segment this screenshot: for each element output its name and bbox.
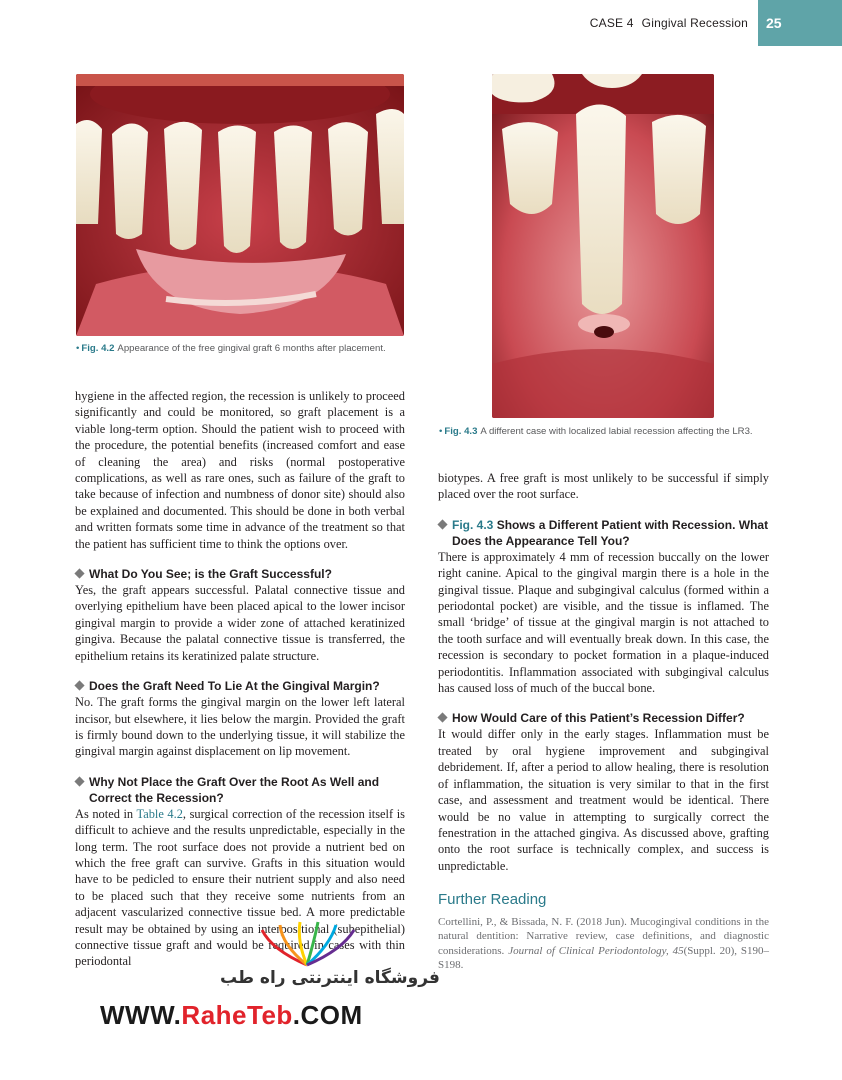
answer-paragraph: There is approximately 4 mm of recession buccally on the lower right canine. Apical to the gingival margin there is a hole in the gingival tissue. Plaque and subgingival calculus (formed within a periodontal pocket) are visible, and the tissue is inflamed. The small ‘bridge’ of tissue at the gingival margin is not attached to the tooth surface and will eventually break down. In this case, the recession is secondary to pocket formation in a plaque-induced periodontitis. Inflammation associated with subgingival calculus has caused loss of much of the buccal bone. [438, 549, 769, 696]
diamond-icon [437, 713, 447, 723]
reference-text: Cortellini, P., & Bissada, N. F. (2018 Jun). Mucogingival conditions in the natural dentition: Narrative review, case definitions, and diagnostic considerations. [438, 915, 769, 957]
answer-paragraph: It would differ only in the early stages. Inflammation must be treated by oral hygiene improvement and subgingival debridement. If, after a period to allow healing, there is resolution of inflammation, the situation is very similar to that in the first case, and assessment and treatment would be identical. There would be no value in attempting to surgically correct the fenestration in the attached gingiva. As discussed above, grafting onto the root surface is technically complex, and success is unpredictable. [438, 727, 769, 873]
reference-pages: (Suppl. 20), S190–S198. [438, 944, 770, 972]
question-heading [438, 710, 769, 726]
figure-4-3-caption [439, 426, 753, 437]
figure-label: Fig. 4.2 [81, 343, 115, 354]
diamond-icon [74, 776, 84, 786]
watermark-brand: RaheTeb [181, 1000, 293, 1030]
caption-bullet: • [76, 343, 80, 354]
watermark-prefix: WWW. [100, 1000, 182, 1030]
running-header [590, 0, 842, 46]
question-heading [75, 678, 405, 694]
question-heading [438, 517, 769, 549]
figure-link[interactable]: Fig. 4.3 [452, 517, 494, 532]
watermark-suffix: .COM [292, 1000, 363, 1030]
question-text: Why Not Place the Graft Over the Root As Well and Correct the Recession? [89, 774, 380, 805]
caption-bullet: • [439, 426, 443, 437]
page-number: 25 [758, 0, 842, 46]
answer-text: As noted in [75, 806, 134, 821]
question-heading [75, 774, 405, 806]
answer-text: , surgical correction of the recession itself is difficult to achieve and the results unpredictable, especially in the long term. The root surface does not provide a nutrient bed on which the free graft can survive. Grafts in this situation would have to be pedicled to ensure their nutrient supply and also need to be placed such that they receive some nutrients from an adjacent vascularized connective tissue bed. A more predictable result may be obtained by using an interpositional (subepithelial) connective tissue graft and would be required in cases with thin periodontal [75, 806, 405, 969]
caption-text: A different case with localized labial recession affecting the LR3. [480, 426, 753, 437]
figure-4-2-photo [76, 74, 404, 336]
watermark-logo [252, 920, 362, 975]
question-text: What Do You See; is the Graft Successful? [89, 567, 332, 582]
right-column [438, 470, 769, 973]
answer-paragraph: Yes, the graft appears successful. Palatal connective tissue and overlying epithelium have been placed apical to the lower incisor gingival margin to provide a wider zone of attached keratinized gingiva. Because the palatal connective tissue is transferred, the epithelium retains its keratinized palate structure. [75, 583, 405, 663]
question-text: How Would Care of this Patient’s Recession Differ? [452, 711, 745, 726]
diamond-icon [74, 681, 84, 691]
answer-paragraph: No. The graft forms the gingival margin on the lower left lateral incisor, but elsewhere, it lies below the margin. Provided the graft is firmly bound down to the underlying tissue, it will stabilize the gingival margin against displacement on lip movement. [75, 695, 405, 759]
further-reading-heading: Further Reading [438, 891, 547, 909]
question-heading [75, 566, 405, 582]
watermark-site [100, 1000, 363, 1031]
question-text: Shows a Different Patient with Recession. What Does the Appearance Tell You? [452, 517, 769, 548]
question-text: Does the Graft Need To Lie At the Gingival Margin? [89, 679, 380, 694]
table-link[interactable]: Table 4.2 [136, 806, 183, 821]
left-column [75, 388, 405, 970]
caption-text: Appearance of the free gingival graft 6 months after placement. [117, 343, 386, 354]
reference-journal: Journal of Clinical Periodontology, 45 [508, 944, 684, 957]
reference-entry [438, 915, 769, 973]
diamond-icon [74, 568, 84, 578]
diamond-icon [437, 519, 447, 529]
figure-label: Fig. 4.3 [444, 426, 478, 437]
figure-4-2-caption [76, 343, 386, 354]
body-paragraph: hygiene in the affected region, the recession is unlikely to proceed significantly and could be monitored, so graft placement is a viable long-term option. Should the patient wish to proceed with the procedure, the potential benefits (increased comfort and ease of cleaning the area) and risks (normal postoperative complications, as well as rare ones, such as failure of the graft to take because of infection and numbness of donor site) should also be explained and documented. This should be done in both verbal and written formats some time in advance of the treatment so that the patient has sufficient time to think the options over. [75, 389, 405, 551]
watermark-persian-text: فروشگاه اینترنتی راه طب [220, 968, 440, 988]
figure-4-3-photo [492, 74, 714, 418]
header-case: CASE 4 [589, 16, 634, 30]
body-paragraph: biotypes. A free graft is most unlikely to be successful if simply placed over the root surface. [438, 471, 769, 502]
header-title: Gingival Recession [641, 16, 748, 30]
